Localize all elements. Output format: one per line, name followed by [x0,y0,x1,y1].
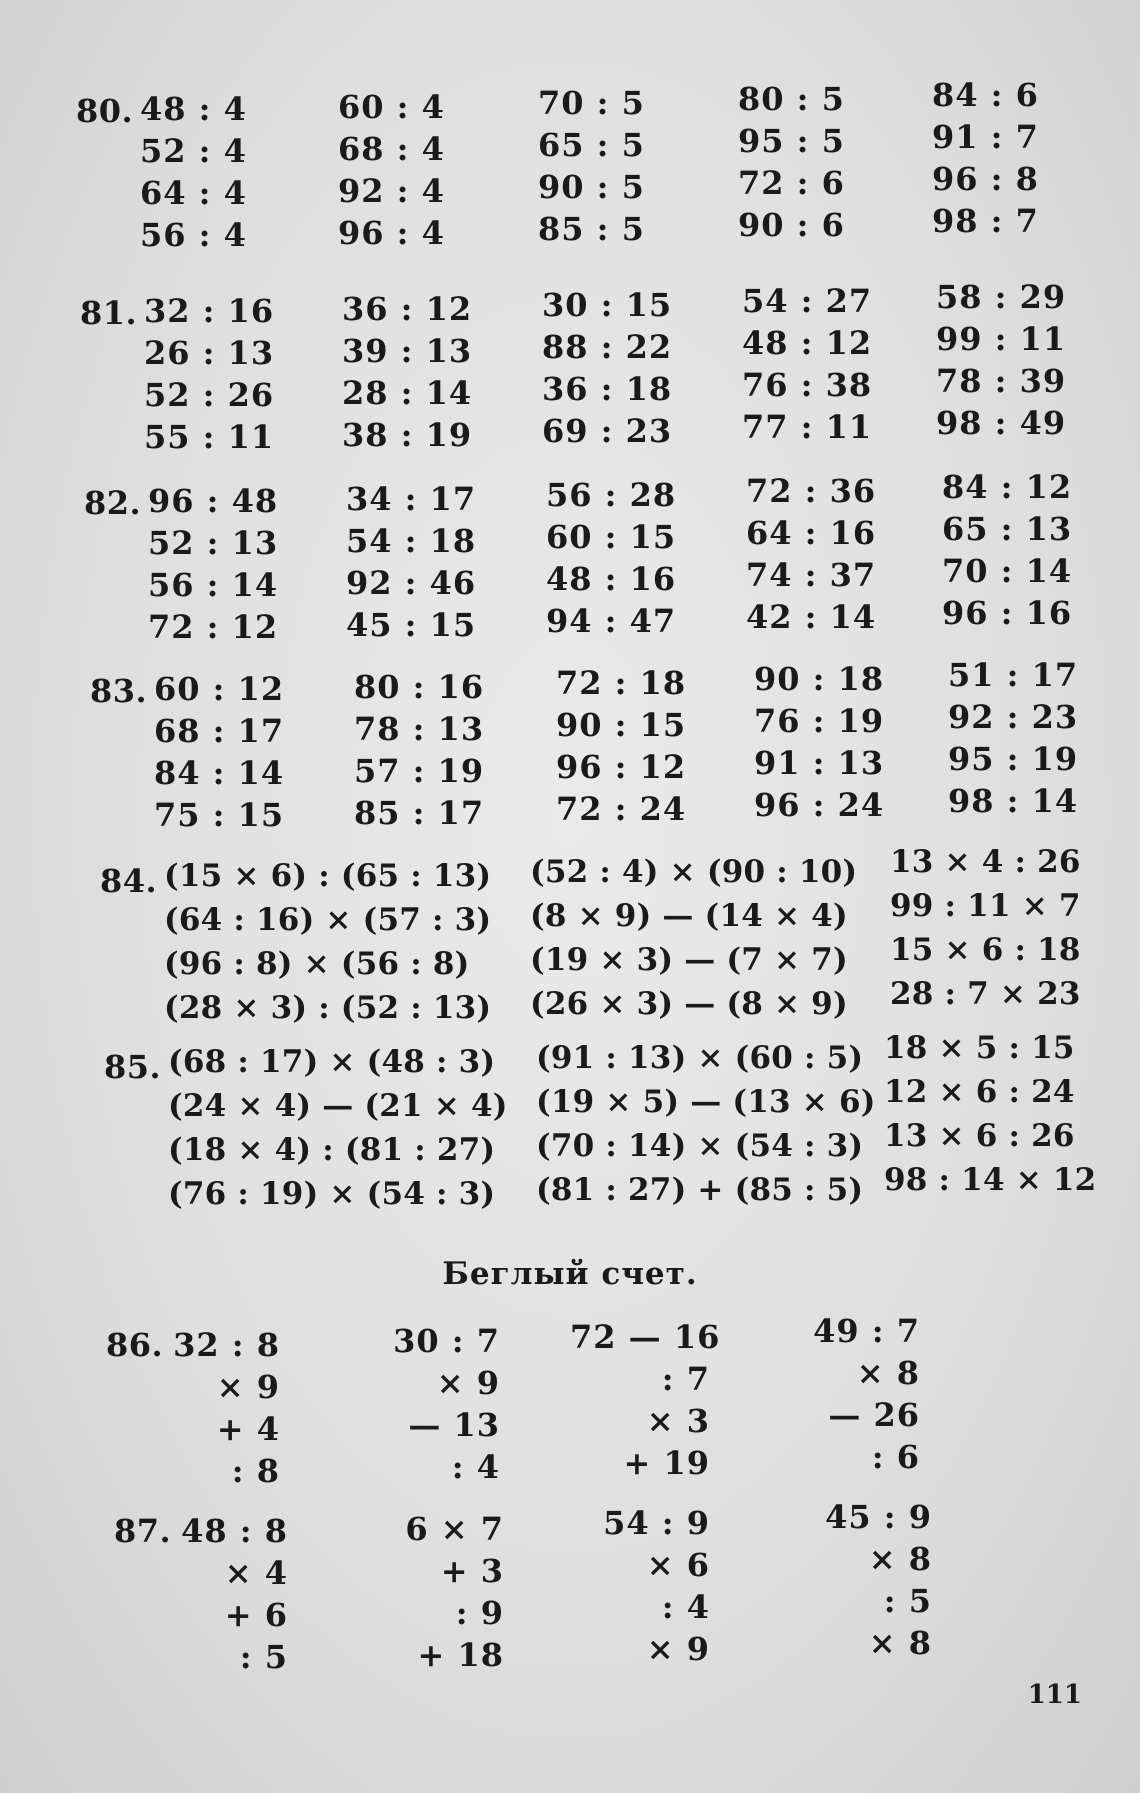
division-item: 95 : 5 [738,122,845,160]
division-item: 56 : 14 [148,566,279,604]
division-item: 72 : 6 [738,164,845,202]
division-item: 60 : 12 [154,670,285,708]
expression-item: (68 : 17) × (48 : 3) [168,1044,496,1080]
division-item: 72 : 36 [746,472,877,510]
chain-step: — 26 [828,1396,920,1434]
problem-number: 80. [76,92,134,130]
expression-item: 28 : 7 × 23 [890,976,1081,1012]
column [754,658,884,826]
column [746,470,876,638]
division-item: 72 : 12 [148,608,279,646]
expression-item: 13 × 4 : 26 [890,844,1081,880]
column [738,78,845,246]
division-item: 90 : 6 [738,206,845,244]
division-item: 76 : 38 [742,366,873,404]
division-item: 52 : 4 [140,132,247,170]
column [178,1510,288,1678]
division-item: 98 : 14 [948,782,1079,820]
chain-step: × 8 [868,1624,932,1662]
chain-step: + 4 [216,1410,280,1448]
division-item: 77 : 11 [742,408,873,446]
division-item: 72 : 24 [556,790,687,828]
division-item: 56 : 28 [546,476,677,514]
column [790,1310,920,1478]
column [536,1036,876,1212]
expression-item: (8 × 9) — (14 × 4) [530,898,848,934]
division-item: 85 : 17 [354,794,485,832]
problem-number: 85. [104,1048,162,1086]
chain-step: : 4 [661,1588,710,1626]
division-item: 96 : 12 [556,748,687,786]
expression-item: (18 × 4) : (81 : 27) [168,1132,496,1168]
division-item: 70 : 5 [538,84,645,122]
expression-item: 13 × 6 : 26 [884,1118,1075,1154]
expression-item: (24 × 4) — (21 × 4) [168,1088,508,1124]
column [530,850,857,1026]
column [354,666,484,834]
division-item: 80 : 16 [354,668,485,706]
division-item: 92 : 46 [346,564,477,602]
chain-step: × 4 [224,1554,288,1592]
division-item: 78 : 13 [354,710,485,748]
expression-item: (19 × 5) — (13 × 6) [536,1084,876,1120]
division-item: 58 : 29 [936,278,1067,316]
column [580,1502,710,1670]
chain-step: : 8 [231,1452,280,1490]
column [570,1316,721,1484]
column [170,1324,280,1492]
division-item: 80 : 5 [738,80,845,118]
chain-step: 72 — 16 [570,1318,721,1356]
chain-step: : 4 [451,1448,500,1486]
division-item: 91 : 13 [754,744,885,782]
division-item: 45 : 15 [346,606,477,644]
division-item: 95 : 19 [948,740,1079,778]
division-item: 98 : 49 [936,404,1067,442]
problem-number: 82. [84,484,142,522]
problem-number: 83. [90,672,148,710]
chain-step: : 5 [239,1638,288,1676]
chain-step: × 9 [436,1364,500,1402]
division-item: 90 : 15 [556,706,687,744]
expression-item: (52 : 4) × (90 : 10) [530,854,858,890]
column [144,290,274,458]
chain-step: 49 : 7 [813,1312,920,1350]
division-item: 96 : 4 [338,214,445,252]
chain-step: × 8 [868,1540,932,1578]
division-item: 88 : 22 [542,328,673,366]
expression-item: (15 × 6) : (65 : 13) [164,858,492,894]
column [168,1040,508,1216]
column [338,86,445,254]
division-item: 28 : 14 [342,374,473,412]
division-item: 90 : 18 [754,660,885,698]
division-item: 36 : 18 [542,370,673,408]
column [538,82,645,250]
chain-step: × 8 [856,1354,920,1392]
chain-step: + 3 [440,1552,504,1590]
expression-item: 18 × 5 : 15 [884,1030,1075,1066]
problem-number: 86. [106,1326,164,1364]
division-item: 48 : 4 [140,90,247,128]
expression-item: (70 : 14) × (54 : 3) [536,1128,864,1164]
division-item: 65 : 13 [942,510,1073,548]
expression-item: (64 : 16) × (57 : 3) [164,902,492,938]
expression-item: (19 × 3) — (7 × 7) [530,942,848,978]
section-heading: Беглый счет. [442,1256,698,1292]
chain-step: — 13 [408,1406,500,1444]
division-item: 78 : 39 [936,362,1067,400]
problem-number: 87. [114,1512,172,1550]
column [948,654,1078,822]
division-item: 96 : 16 [942,594,1073,632]
expression-item: (28 × 3) : (52 : 13) [164,990,492,1026]
division-item: 52 : 13 [148,524,279,562]
expression-item: (91 : 13) × (60 : 5) [536,1040,864,1076]
problem-number: 81. [80,294,138,332]
column [346,478,476,646]
division-item: 60 : 4 [338,88,445,126]
chain-step: × 3 [646,1402,710,1440]
expression-item: 98 : 14 × 12 [884,1162,1097,1198]
division-item: 85 : 5 [538,210,645,248]
chain-step: × 6 [646,1546,710,1584]
division-item: 54 : 27 [742,282,873,320]
column [342,288,472,456]
column [542,284,672,452]
division-item: 51 : 17 [948,656,1079,694]
division-item: 91 : 7 [932,118,1039,156]
division-item: 94 : 47 [546,602,677,640]
column [932,74,1039,242]
division-item: 74 : 37 [746,556,877,594]
division-item: 84 : 6 [932,76,1039,114]
division-item: 57 : 19 [354,752,485,790]
division-item: 60 : 15 [546,518,677,556]
column [140,88,247,256]
problem-number: 84. [100,862,158,900]
division-item: 36 : 12 [342,290,473,328]
expression-item: (76 : 19) × (54 : 3) [168,1176,496,1212]
division-item: 76 : 19 [754,702,885,740]
division-item: 92 : 23 [948,698,1079,736]
division-item: 30 : 15 [542,286,673,324]
division-item: 55 : 11 [144,418,275,456]
column [164,854,491,1030]
division-item: 34 : 17 [346,480,477,518]
division-item: 56 : 4 [140,216,247,254]
division-item: 32 : 16 [144,292,275,330]
division-item: 72 : 18 [556,664,687,702]
chain-step: × 9 [216,1368,280,1406]
chain-step: 54 : 9 [603,1504,710,1542]
division-item: 90 : 5 [538,168,645,206]
chain-step: 32 : 8 [173,1326,280,1364]
column [936,276,1066,444]
division-item: 96 : 48 [148,482,279,520]
division-item: 70 : 14 [942,552,1073,590]
division-item: 54 : 18 [346,522,477,560]
expression-item: 15 × 6 : 18 [890,932,1081,968]
column [742,280,872,448]
division-item: 48 : 12 [742,324,873,362]
column [556,662,686,830]
expression-item: (26 × 3) — (8 × 9) [530,986,848,1022]
column [942,466,1072,634]
division-item: 48 : 16 [546,560,677,598]
column [890,840,1081,1016]
chain-step: : 9 [455,1594,504,1632]
column [384,1508,504,1676]
division-item: 75 : 15 [154,796,285,834]
expression-item: (96 : 8) × (56 : 8) [164,946,470,982]
division-item: 68 : 4 [338,130,445,168]
division-item: 98 : 7 [932,202,1039,240]
division-item: 38 : 19 [342,416,473,454]
chain-step: : 7 [661,1360,710,1398]
column [148,480,278,648]
chain-step: + 6 [224,1596,288,1634]
chain-step: + 19 [623,1444,710,1482]
chain-step: + 18 [417,1636,504,1674]
division-item: 84 : 14 [154,754,285,792]
division-item: 96 : 8 [932,160,1039,198]
division-item: 92 : 4 [338,172,445,210]
expression-item: 12 × 6 : 24 [884,1074,1075,1110]
division-item: 68 : 17 [154,712,285,750]
division-item: 65 : 5 [538,126,645,164]
chain-step: 45 : 9 [825,1498,932,1536]
division-item: 96 : 24 [754,786,885,824]
division-item: 26 : 13 [144,334,275,372]
division-item: 84 : 12 [942,468,1073,506]
column [546,474,676,642]
page-number: 111 [1027,1680,1082,1710]
division-item: 52 : 26 [144,376,275,414]
expression-item: 99 : 11 × 7 [890,888,1081,924]
division-item: 64 : 16 [746,514,877,552]
chain-step: 48 : 8 [181,1512,288,1550]
chain-step: × 9 [646,1630,710,1668]
division-item: 64 : 4 [140,174,247,212]
chain-step: : 5 [883,1582,932,1620]
division-item: 42 : 14 [746,598,877,636]
column [884,1026,1096,1202]
expression-item: (81 : 27) + (85 : 5) [536,1172,864,1208]
division-item: 69 : 23 [542,412,673,450]
chain-step: 6 × 7 [405,1510,504,1548]
column [154,668,284,836]
column [800,1496,932,1664]
chain-step: : 6 [871,1438,920,1476]
division-item: 39 : 13 [342,332,473,370]
division-item: 99 : 11 [936,320,1067,358]
chain-step: 30 : 7 [393,1322,500,1360]
column [370,1320,500,1488]
